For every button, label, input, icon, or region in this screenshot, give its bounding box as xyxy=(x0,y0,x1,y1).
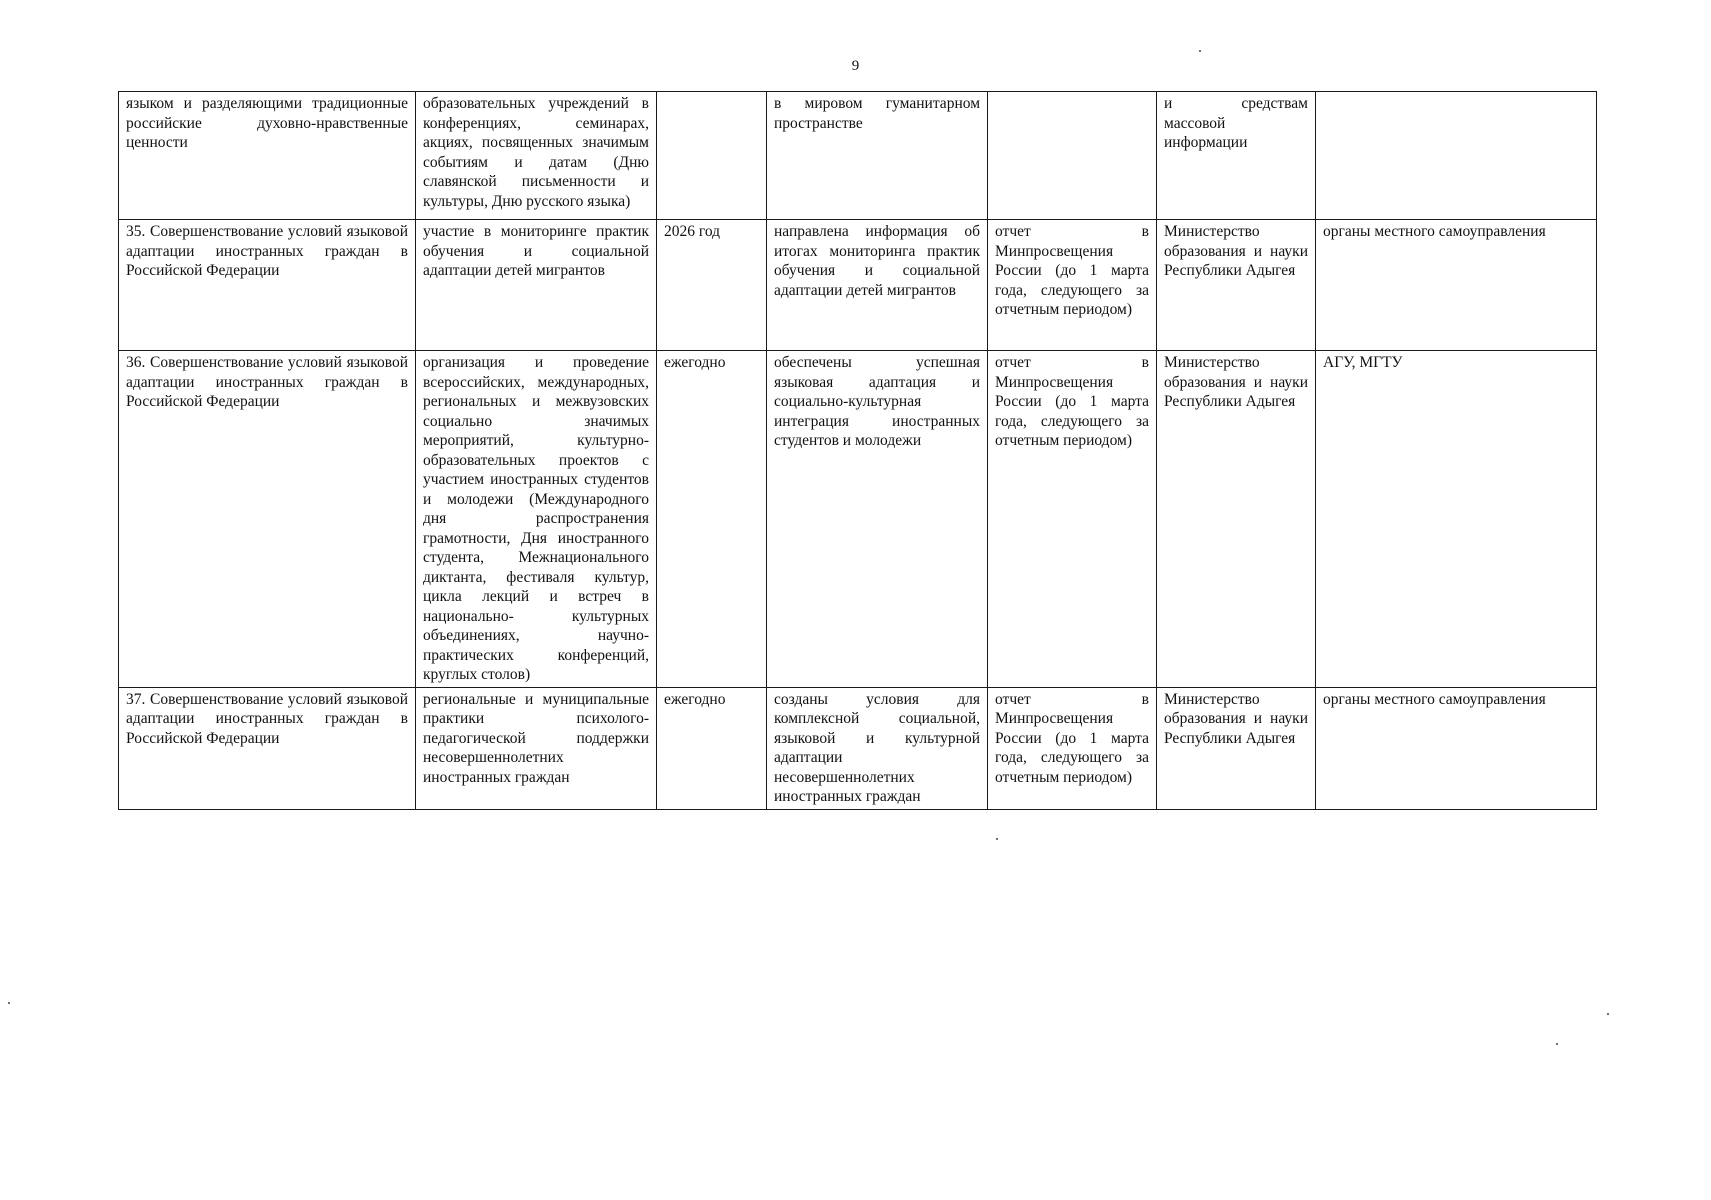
action-plan-table xyxy=(118,91,1597,810)
result-cell: в мировом гуманитарном пространстве xyxy=(767,92,988,220)
result-cell: обеспечены успешная языковая адаптация и социально-культурная интеграция иностранных студентов и молодежи xyxy=(767,351,988,688)
scan-speck xyxy=(996,838,998,840)
direction-cell: языком и разделяющими традиционные российские духовно-нравственные ценности xyxy=(119,92,416,220)
direction-cell: 36. Совершенствование условий языковой адаптации иностранных граждан в Российской Федерации xyxy=(119,351,416,688)
table-row xyxy=(119,687,1597,809)
table-row xyxy=(119,220,1597,351)
page-number: 9 xyxy=(851,58,860,74)
term-cell xyxy=(657,92,767,220)
participants-cell: органы местного самоуправления xyxy=(1316,687,1597,809)
table-row xyxy=(119,351,1597,688)
executor-cell: Министерство образования и науки Республики Адыгея xyxy=(1157,220,1316,351)
executor-cell: и средствам массовой информации xyxy=(1157,92,1316,220)
participants-cell: АГУ, МГТУ xyxy=(1316,351,1597,688)
report-cell: отчет в Минпросвещения России (до 1 марта года, следующего за отчетным периодом) xyxy=(988,220,1157,351)
result-cell: направлена информация об итогах мониторинга практик обучения и социальной адаптации детей мигрантов xyxy=(767,220,988,351)
term-cell: ежегодно xyxy=(657,687,767,809)
term-cell: 2026 год xyxy=(657,220,767,351)
direction-cell: 35. Совершенствование условий языковой адаптации иностранных граждан в Российской Федерации xyxy=(119,220,416,351)
report-cell: отчет в Минпросвещения России (до 1 марта года, следующего за отчетным периодом) xyxy=(988,351,1157,688)
scan-speck xyxy=(1199,50,1201,52)
report-cell: отчет в Минпросвещения России (до 1 марта года, следующего за отчетным периодом) xyxy=(988,687,1157,809)
direction-cell: 37. Совершенствование условий языковой адаптации иностранных граждан в Российской Федерации xyxy=(119,687,416,809)
scan-speck xyxy=(8,1002,10,1004)
activity-cell: образовательных учреждений в конференциях, семинарах, акциях, посвященных значимым событиям и датам (Дню славянской письменности и культуры, Дню русского языка) xyxy=(416,92,657,220)
report-cell xyxy=(988,92,1157,220)
activity-cell: участие в мониторинге практик обучения и социальной адаптации детей мигрантов xyxy=(416,220,657,351)
executor-cell: Министерство образования и науки Республики Адыгея xyxy=(1157,687,1316,809)
term-cell: ежегодно xyxy=(657,351,767,688)
activity-cell: организация и проведение всероссийских, международных, региональных и межвузовских социально значимых мероприятий, культурно-образовательных проектов с участием иностранных студентов и молодежи (Международного дня распространения грамотности, Дня иностранного студента, Межнационального диктанта, фестиваля культур, цикла лекций и встреч в национально- культурных объединениях, научно-практических конференций, круглых столов) xyxy=(416,351,657,688)
table-row xyxy=(119,92,1597,220)
scan-speck xyxy=(1607,1013,1609,1015)
result-cell: созданы условия для комплексной социальной, языковой и культурной адаптации несовершеннолетних иностранных граждан xyxy=(767,687,988,809)
executor-cell: Министерство образования и науки Республики Адыгея xyxy=(1157,351,1316,688)
scan-speck xyxy=(1556,1043,1558,1045)
participants-cell: органы местного самоуправления xyxy=(1316,220,1597,351)
activity-cell: региональные и муниципальные практики психолого-педагогической поддержки несовершеннолетних иностранных граждан xyxy=(416,687,657,809)
participants-cell xyxy=(1316,92,1597,220)
